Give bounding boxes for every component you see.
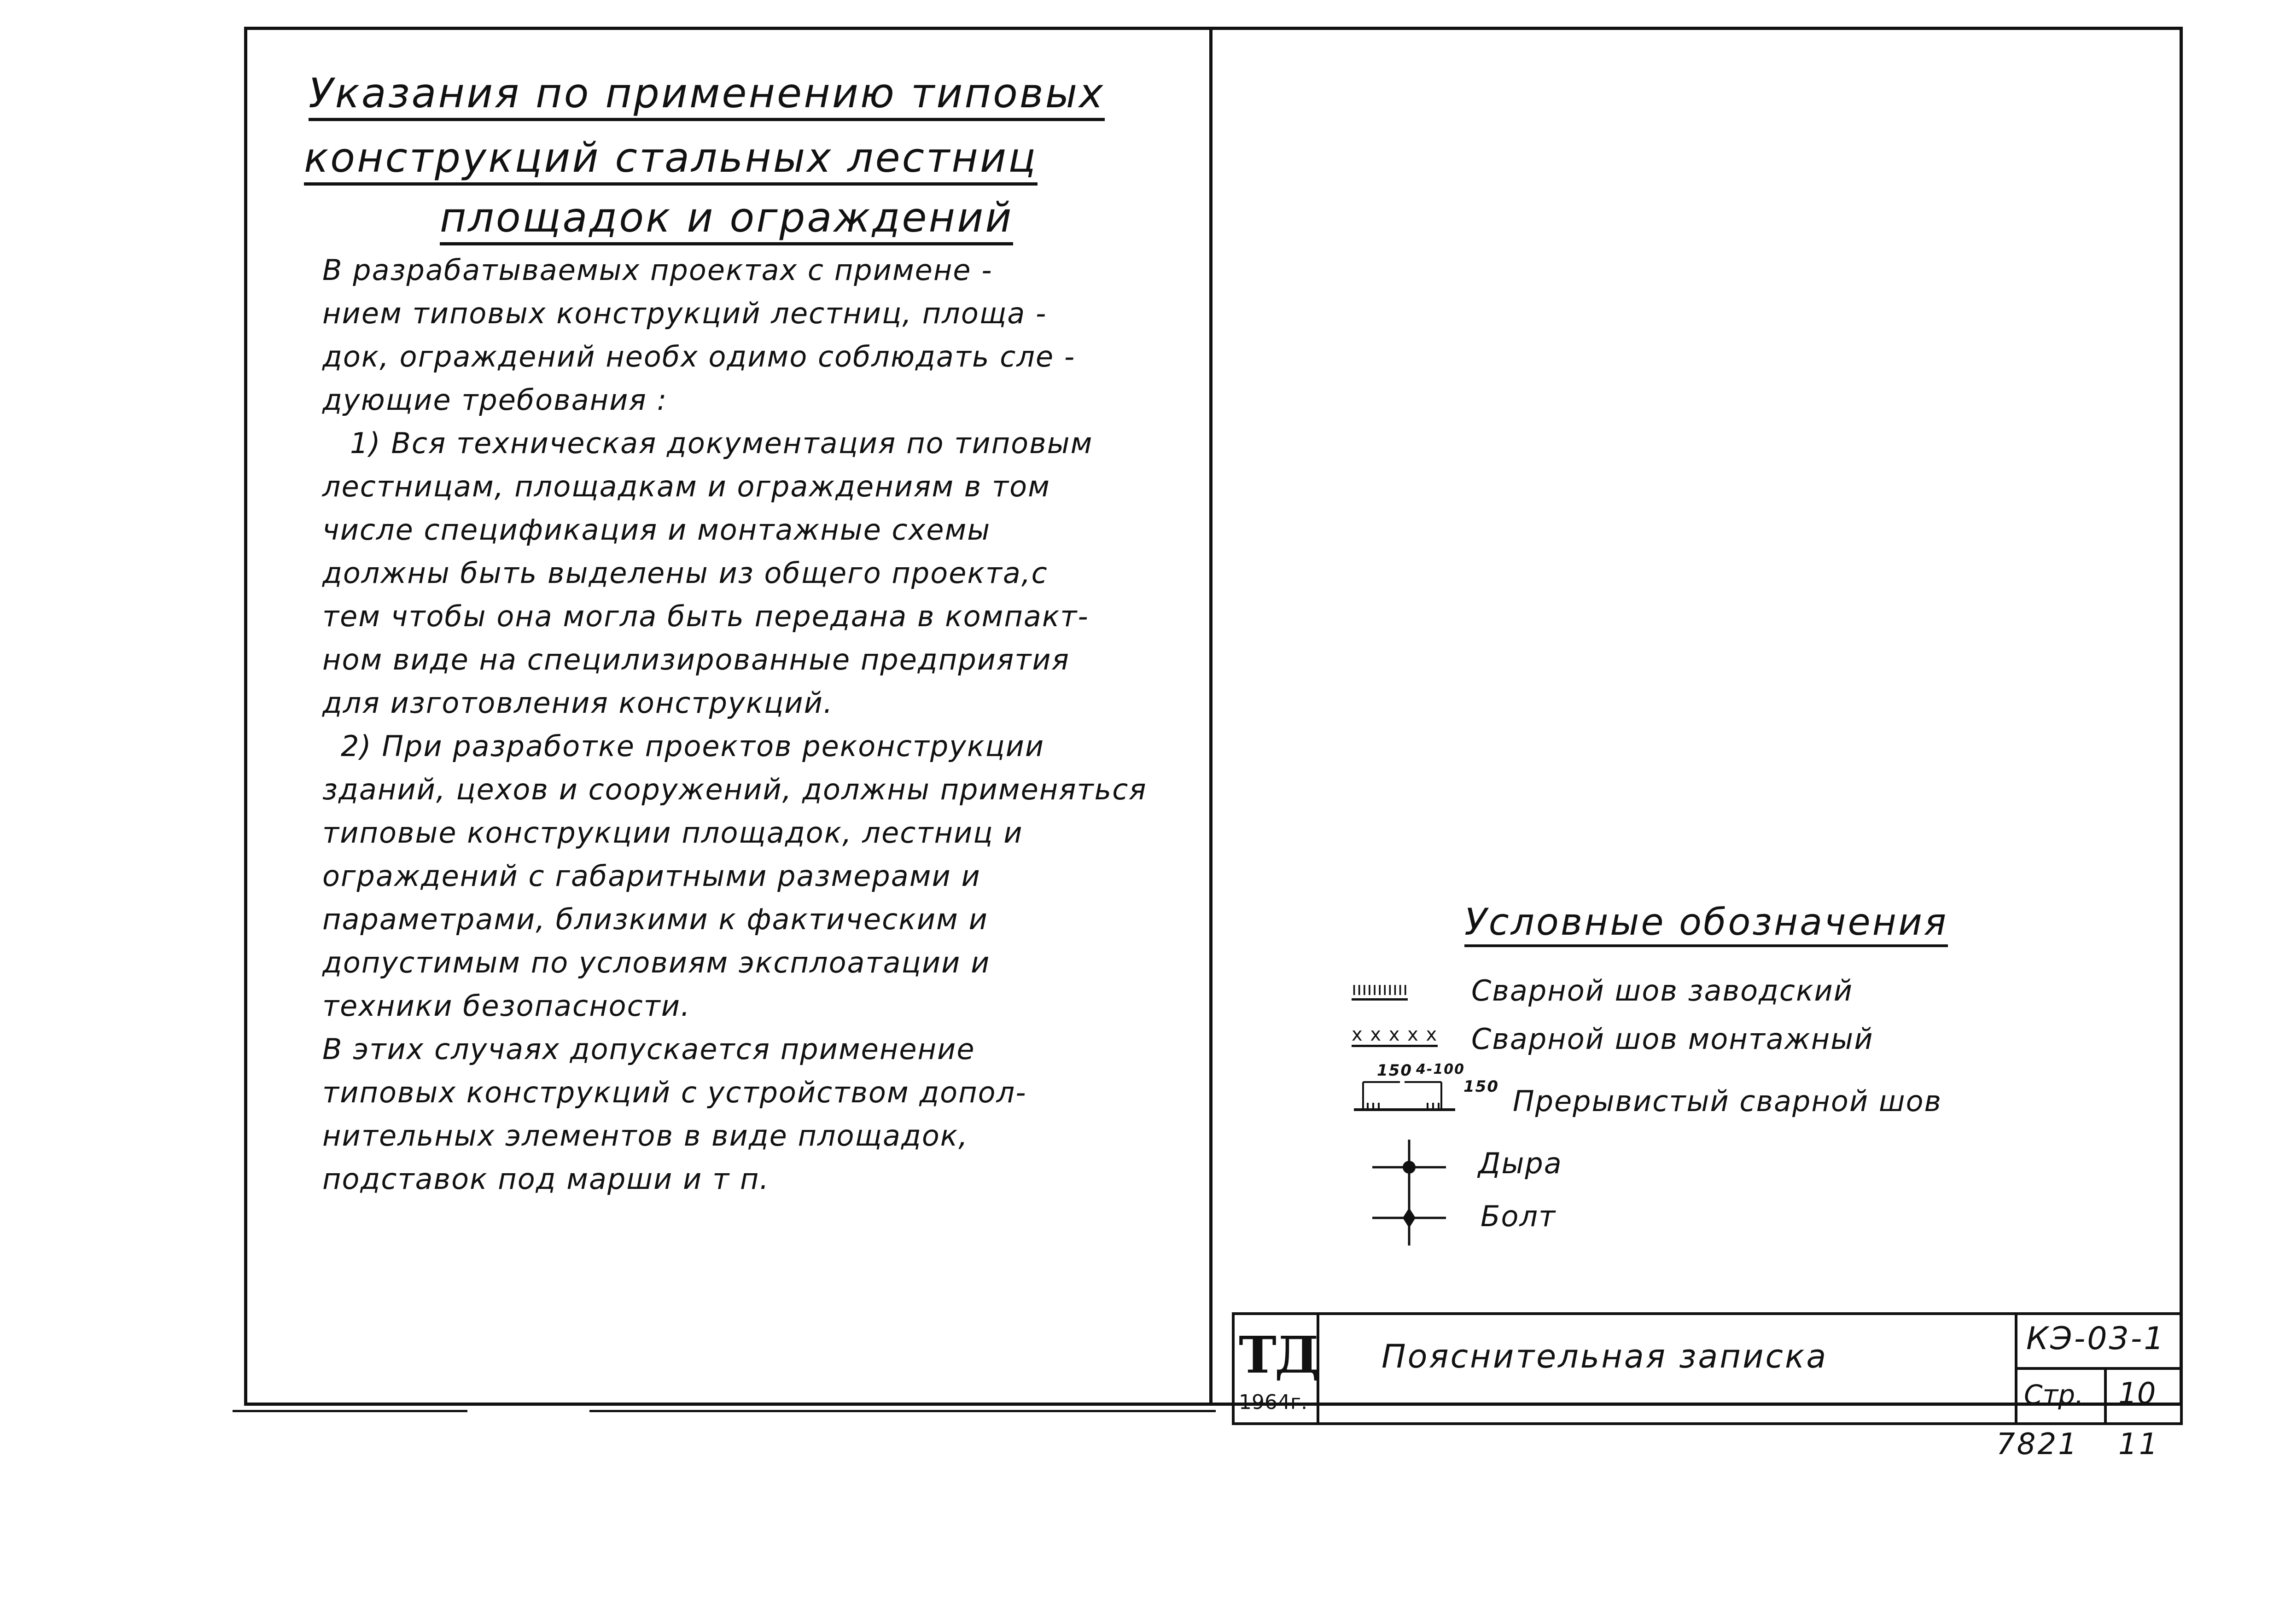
- text-line: техники безопасности.: [322, 989, 691, 1023]
- instructions-text: [322, 249, 1197, 1201]
- center-divider: [1209, 27, 1213, 1406]
- text-line: для изготовления конструкций.: [322, 686, 834, 720]
- stamp-logo: ТД: [1239, 1325, 1318, 1385]
- text-line: В разрабатываемых проектах с примене -: [322, 253, 993, 287]
- bottom-left-line: [233, 1410, 467, 1412]
- text-line: нием типовых конструкций лестниц, площа -: [322, 297, 1047, 330]
- text-line: должны быть выделены из общего проекта,с: [322, 556, 1048, 590]
- text-line: лестницам, площадкам и ограждениям в том: [322, 470, 1050, 503]
- text-line: допустимым по условиям эксплоатации и: [322, 946, 991, 979]
- intermittent-weld-dim-1: 150: [1377, 1061, 1412, 1080]
- heading-line-2: конструкций стальных лестниц: [304, 134, 1038, 186]
- bolt-icon: [1368, 1186, 1451, 1250]
- text-line: тем чтобы она могла быть передана в компакт-: [322, 600, 1089, 633]
- legend-label-hole: Дыра: [1478, 1147, 1562, 1180]
- text-line: зданий, цехов и сооружений, должны применяться: [322, 773, 1147, 806]
- stamp-page-label: Стр.: [2024, 1379, 2084, 1410]
- bottom-mid-line: [589, 1410, 1216, 1412]
- text-line: док, ограждений необх одимо соблюдать сле -: [322, 340, 1076, 373]
- stamp-code: КЭ-03-1: [2026, 1321, 2166, 1357]
- footer-number-right: 11: [2118, 1427, 2160, 1461]
- text-line: 2) При разработке проектов реконструкции: [341, 729, 1045, 763]
- legend-label-intermittent-weld: Прерывистый сварной шов: [1513, 1084, 1942, 1118]
- stamp-page-number: 10: [2118, 1377, 2156, 1411]
- shop-weld-symbol: ııııııııııı: [1352, 978, 1408, 1000]
- stamp-title: Пояснительная записка: [1382, 1338, 1828, 1375]
- stamp-year: 1964г.: [1239, 1391, 1308, 1414]
- text-line: типовые конструкции площадок, лестниц и: [322, 816, 1023, 850]
- text-line: ограждений с габаритными размерами и: [322, 859, 981, 893]
- footer-number-left: 7821: [1996, 1427, 2079, 1461]
- text-line: параметрами, близкими к фактическим и: [322, 902, 988, 936]
- legend-title: Условные обозначения: [1464, 900, 1948, 947]
- legend-label-bolt: Болт: [1481, 1199, 1556, 1233]
- text-line: 1) Вся техническая документация по типовым: [350, 426, 1093, 460]
- site-weld-symbol: x x x x x: [1352, 1024, 1438, 1047]
- text-line: подставок под марши и т п.: [322, 1162, 770, 1196]
- text-line: ном виде на специлизированные предприятия: [322, 643, 1070, 676]
- text-line: типовых конструкций с устройством допол-: [322, 1076, 1027, 1109]
- text-line: нительных элементов в виде площадок,: [322, 1119, 968, 1153]
- intermittent-weld-dim-2: 4-100: [1416, 1061, 1465, 1077]
- text-line: числе спецификация и монтажные схемы: [322, 513, 991, 547]
- legend-label-shop-weld: Сварной шов заводский: [1471, 974, 1853, 1007]
- heading-line-3: площадок и ограждений: [440, 193, 1013, 245]
- heading-line-1: Указания по применению типовых: [309, 69, 1105, 121]
- legend-label-site-weld: Сварной шов монтажный: [1471, 1022, 1874, 1056]
- text-line: В этих случаях допускается применение: [322, 1032, 975, 1066]
- text-line: дующие требования :: [322, 383, 668, 417]
- intermittent-weld-dim-3: 150: [1463, 1077, 1499, 1096]
